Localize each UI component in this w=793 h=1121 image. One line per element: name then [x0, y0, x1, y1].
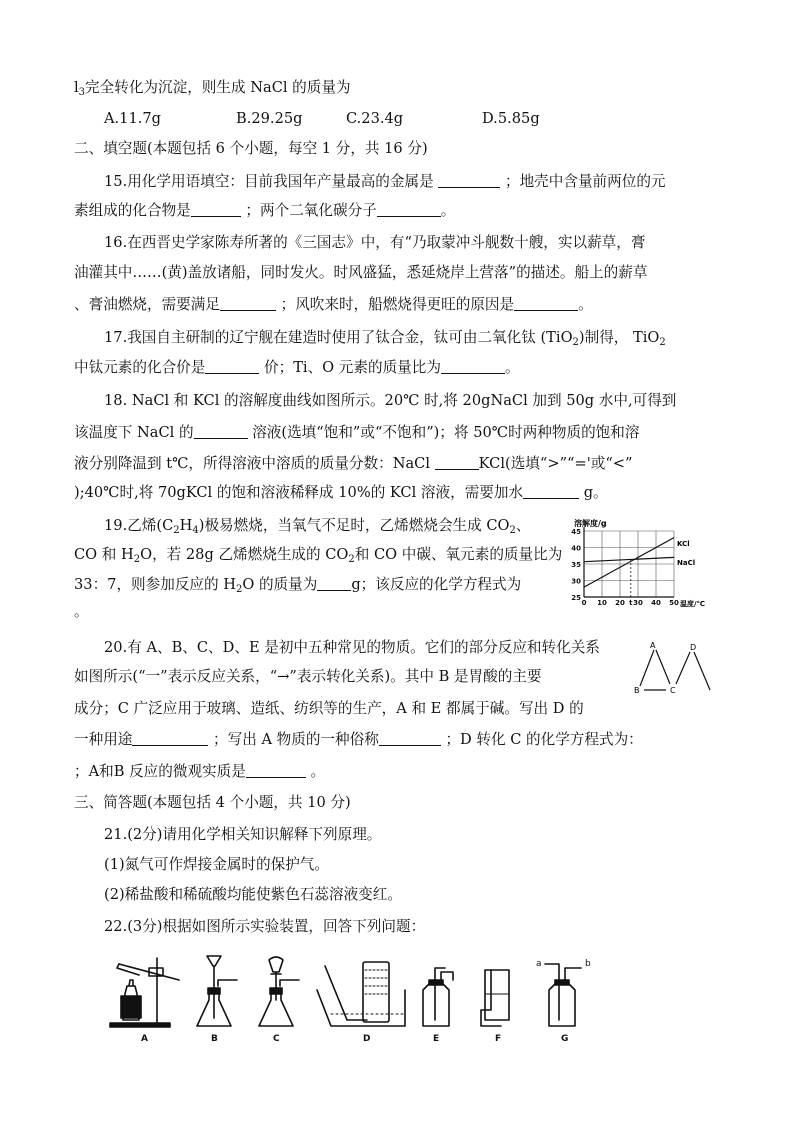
- section2-heading: 二、填空题(本题包括 6 个小题，每空 1 分，共 16 分): [74, 140, 428, 157]
- q16-line2: 油灌其中……(黄)盖放诸船，同时发火。时风盛猛，悉延烧岸上营落”的描述。船上的薪草: [74, 264, 648, 281]
- q15-line1: 15.用化学用语填空：目前我国年产量最高的金属是 ；地壳中含量前两位的元: [104, 173, 666, 190]
- chart-series-kcl: [584, 538, 674, 588]
- node-d: D: [690, 643, 697, 652]
- q14-option-b: B.29.25g: [236, 110, 303, 127]
- q16-line1: 16.在西晋史学家陈寿所著的《三国志》中，有“乃取蒙冲斗舰数十艘，实以薪草，膏: [104, 234, 646, 251]
- apparatus-e-icon: [423, 968, 453, 1026]
- q18-line1: 18. NaCl 和 KCl 的溶解度曲线如图所示。20℃ 时,将 20gNaCl 加到 50g 水中,可得到: [104, 392, 677, 409]
- apparatus-g-icon: [545, 964, 581, 1026]
- section3-heading: 三、简答题(本题包括 4 个小题，共 10 分): [74, 794, 351, 811]
- chart-x-tick: 10: [597, 599, 607, 607]
- solubility-chart: [562, 517, 722, 609]
- apparatus-a-icon: [110, 958, 179, 1027]
- chart-xlabel: 温度/℃: [680, 600, 706, 608]
- label-a: A: [141, 1034, 148, 1044]
- chart-series-nacl: [584, 557, 674, 561]
- q16-line3: 、膏油燃烧，需要满足 ；风吹来时，船燃烧得更旺的原因是 。: [74, 296, 593, 313]
- q19-line3: 33：7，则参加反应的 $H_2O$ 的质量为 g；该反应的化学方程式为: [74, 576, 522, 595]
- chart-y-tick: 30: [571, 577, 581, 586]
- apparatus-b-icon: [197, 956, 237, 1026]
- chart-y-tick: 25: [571, 594, 581, 602]
- q19-line4: 。: [74, 603, 89, 620]
- q20-line4: 一种用途 ；写出 A 物质的一种俗称 ；D 转化 C 的化学方程式为：: [74, 731, 643, 748]
- q20-line3: 成分；C 广泛应用于玻璃、造纸、纺织等的生产，A 和 E 都属于碱。写出 D 的: [74, 700, 584, 717]
- q21-item2: (2)稀盐酸和稀硫酸均能使紫色石蕊溶液变红。: [104, 886, 402, 903]
- q15-line2: 素组成的化合物是 ；两个二氧化碳分子 。: [74, 202, 456, 219]
- q20-line1: 20.有 A、B、C、D、E 是初中五种常见的物质。它们的部分反应和转化关系: [104, 639, 600, 656]
- port-a-label: a: [536, 959, 542, 969]
- series-label-kcl: KCl: [677, 540, 690, 548]
- q14-option-d: D.5.85g: [482, 110, 540, 127]
- label-c: C: [273, 1034, 280, 1044]
- chart-x-tick: t: [629, 599, 633, 607]
- label-d: D: [363, 1034, 371, 1044]
- q20-line5: ；A和B 反应的微观实质是 。: [74, 763, 326, 780]
- q21-stem: 21.(2分)请用化学相关知识解释下列原理。: [104, 826, 382, 843]
- apparatus-figure: [105, 950, 605, 1045]
- chart-x-tick: 50: [669, 599, 679, 607]
- q19-line2: CO 和 $H_2O$，若 28g 乙烯燃烧生成的 $CO_2$和 CO 中碳、氧元素的质量比为: [74, 546, 563, 565]
- q18-line2: 该温度下 NaCl 的 溶液(选填“饱和”或“不饱和”)；将 50℃时两种物质的饱和溶: [74, 424, 640, 441]
- q18-line3: 液分别降温到 t℃，所得溶液中溶质的质量分数：NaCl KCl(选填“>”“='或“<”: [74, 455, 633, 472]
- chart-x-tick: 20: [615, 599, 625, 607]
- q19-line1: 19.乙烯$(C_2H_4)$极易燃烧，当氧气不足时，乙烯燃烧会生成 $CO_2$、: [104, 517, 531, 536]
- q17-line2: 中钛元素的化合价是 价；Ti、O 元素的质量比为 。: [74, 359, 520, 376]
- chart-y-tick: 40: [571, 544, 581, 553]
- series-label-nacl: NaCl: [677, 559, 696, 567]
- label-b: B: [211, 1034, 218, 1044]
- apparatus-f-icon: [481, 970, 509, 1026]
- port-b-label: b: [585, 959, 591, 969]
- chart-x-tick: 0: [581, 599, 587, 607]
- q21-item1: (1)氮气可作焊接金属时的保护气。: [104, 856, 329, 873]
- node-c: C: [670, 686, 676, 695]
- apparatus-c-icon: [259, 957, 299, 1026]
- q14-tail: $l_3$完全转化为沉淀，则生成 NaCl 的质量为: [74, 79, 351, 98]
- q20-line2: 如图所示(“一”表示反应关系，“→”表示转化关系)。其中 B 是胃酸的主要: [74, 668, 542, 685]
- chart-x-tick: 40: [651, 599, 661, 607]
- chart-y-tick: 45: [571, 528, 581, 536]
- q14-option-c: C.23.4g: [346, 110, 404, 127]
- relation-diagram: [630, 638, 716, 698]
- q22-stem: 22.(3分)根据如图所示实验装置，回答下列问题：: [104, 918, 426, 935]
- chart-x-tick: 30: [633, 599, 643, 607]
- label-e: E: [433, 1034, 440, 1044]
- q17-line1: 17.我国自主研制的辽宁舰在建造时使用了钛合金，钛可由二氧化钛 (TiO$_2$)制得， TiO$_2$: [104, 329, 666, 348]
- node-b: B: [634, 686, 640, 695]
- label-f: F: [495, 1034, 502, 1044]
- q14-option-a: A.11.7g: [104, 110, 162, 127]
- node-a: A: [650, 641, 656, 650]
- label-g: G: [561, 1034, 569, 1044]
- chart-y-tick: 35: [571, 561, 581, 569]
- q18-line4: );40℃时,将 70gKCl 的饱和溶液稀释成 10%的 KCl 溶液，需要加水 g。: [74, 484, 608, 501]
- apparatus-d-icon: [317, 962, 405, 1026]
- chart-ylabel: 溶解度/g: [574, 519, 607, 528]
